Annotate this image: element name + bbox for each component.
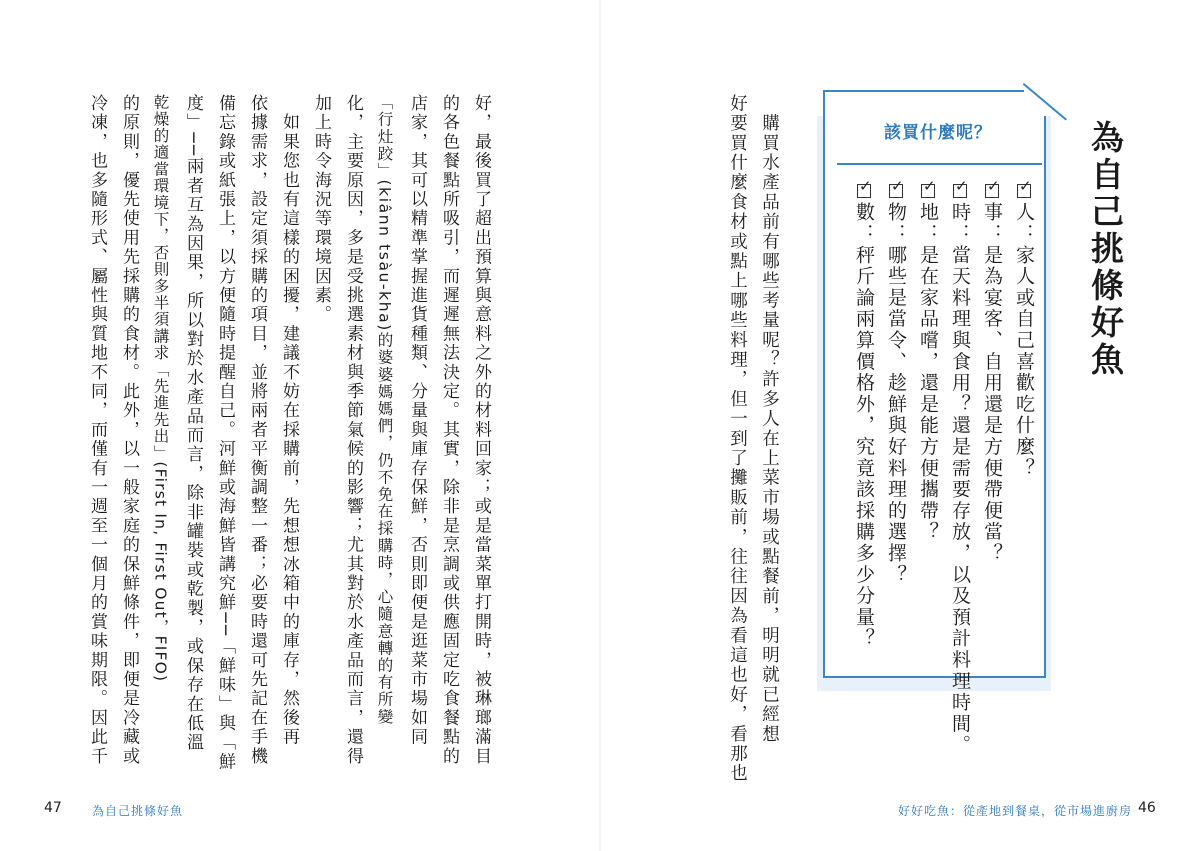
page-number: 47 bbox=[44, 800, 62, 816]
checklist-item: ✓人：家人或自己喜歡吃什麼？ bbox=[1014, 184, 1033, 479]
running-head: 好好吃魚：從產地到餐桌，從市場進廚房 bbox=[898, 804, 1133, 818]
body-column: 「行灶跤」(kiânn tsàu-kha)的婆婆媽媽們，仍不免在採購時，心隨意轉的有所變 bbox=[375, 94, 394, 726]
checkbox-icon bbox=[857, 184, 871, 198]
body-column: 如果您也有這樣的困擾，建議不妨在採購前，先想想冰箱中的庫存，然後再 bbox=[279, 94, 299, 747]
page-gutter bbox=[599, 0, 601, 851]
checkbox-icon bbox=[985, 184, 999, 198]
body-column: 購買水產品前有哪些考量呢？許多人在上菜市場或點餐前，明明就已經想 bbox=[759, 94, 780, 745]
checkbox-icon bbox=[889, 184, 903, 198]
body-column: 備忘錄或紙張上，以方便隨時提醒自己。河鮮或海鮮皆講究鮮──「鮮味」與「鮮 bbox=[215, 94, 235, 772]
page-number: 46 bbox=[1138, 800, 1156, 816]
sidebar-rule bbox=[837, 163, 1042, 165]
body-column: 加上時令海況等環境因素。 bbox=[311, 94, 331, 325]
body-column: 好要買什麼食材或點上哪些料理，但一到了攤販前，往往因為看這也好，看那也 bbox=[727, 94, 748, 784]
body-column: 乾燥的適當環境下，否則多半須講求「先進先出」(First In, First Out，FIFO) bbox=[151, 94, 170, 683]
running-head: 為自己挑條好魚 bbox=[92, 804, 184, 818]
body-column: 的原則，優先使用先採購的食材。此外，以一般家庭的保鮮條件，即便是冷藏或 bbox=[119, 94, 139, 766]
sidebar-heading: 該買什麼呢？ bbox=[884, 123, 992, 143]
checkbox-icon bbox=[1017, 184, 1031, 198]
body-column: 好，最後買了超出預算與意料之外的材料回家；或是當菜單打開時，被琳瑯滿目 bbox=[471, 94, 491, 766]
body-column: 店家，其可以精準掌握進貨種類、分量與庫存保鮮，否則即便是逛菜市場如同 bbox=[407, 94, 427, 747]
sidebar-box-corner bbox=[1024, 80, 1068, 116]
chapter-title: 為自己挑條好魚 bbox=[1086, 120, 1125, 379]
body-column: 冷凍，也多隨形式、屬性與質地不同，而僅有一週至一個月的賞味期限。因此千 bbox=[87, 94, 107, 766]
checklist-item: ✓物：哪些是當令、趁鮮與好料理的選擇？ bbox=[886, 184, 905, 585]
checkbox-icon bbox=[953, 184, 967, 198]
checklist-item: ✓事：是為宴客、自用還是方便帶便當？ bbox=[982, 184, 1001, 564]
body-column: 的各色餐點所吸引，而遲遲無法決定。其實，除非是烹調或供應固定吃食餐點的 bbox=[439, 94, 459, 766]
checkbox-icon bbox=[921, 184, 935, 198]
body-column: 化，主要原因，多是受挑選素材與季節氣候的影響；尤其對於水產品而言，還得 bbox=[343, 94, 363, 766]
checklist-item: ✓數：秤斤論兩算價格外，究竟該採購多少分量？ bbox=[854, 184, 873, 649]
body-column: 依據需求，設定須採購的項目，並將兩者平衡調整一番；必要時還可先記在手機 bbox=[247, 94, 267, 766]
checklist-item: ✓時：當天料理與食用？還是需要存放，以及預計料理時間。 bbox=[950, 184, 969, 756]
body-column: 度」──兩者互為因果，所以對於水產品而言，除非罐裝或乾製，或保存在低溫 bbox=[183, 94, 203, 753]
checklist-item: ✓地：是在家品嚐，還是能方便攜帶？ bbox=[918, 184, 937, 543]
